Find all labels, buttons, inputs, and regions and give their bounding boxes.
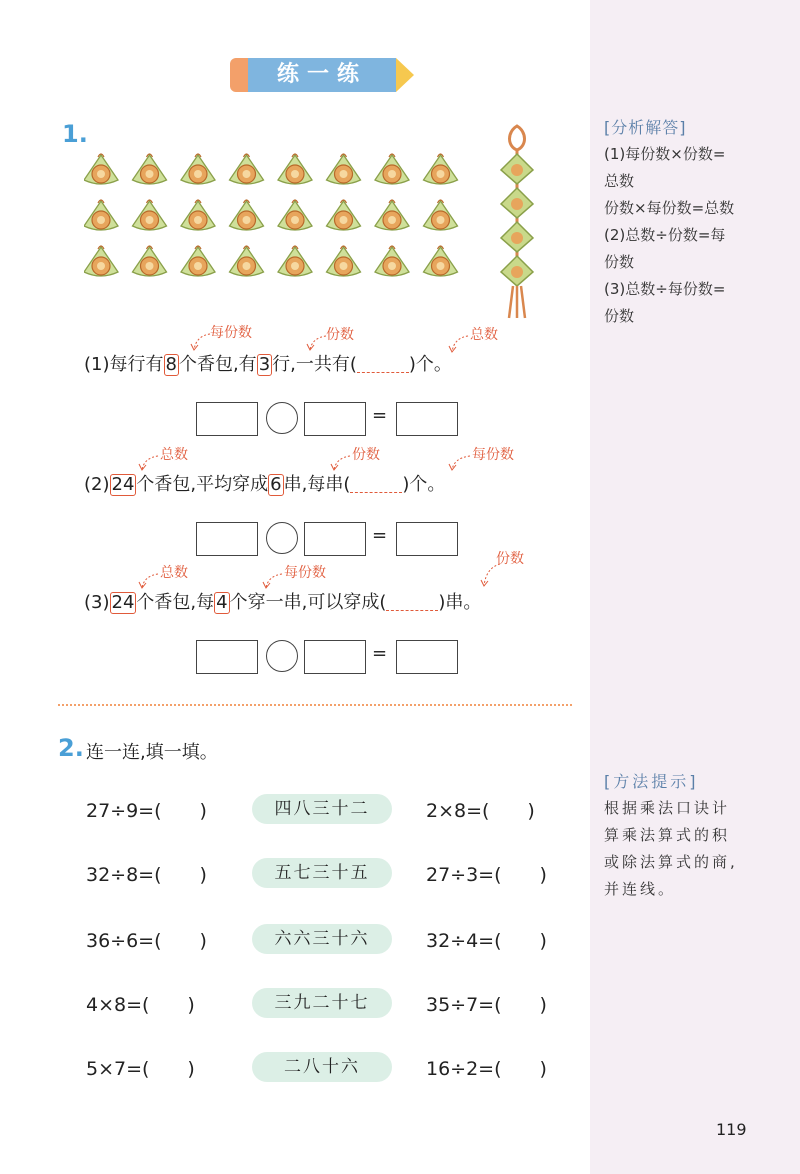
answer-blank[interactable] bbox=[350, 475, 402, 493]
highlight-number: 24 bbox=[111, 592, 135, 613]
sachet-icon bbox=[133, 200, 167, 230]
tag-total: 总数 bbox=[160, 447, 188, 463]
equation-row-2: = bbox=[196, 522, 462, 558]
sachet-icon bbox=[375, 200, 409, 230]
sachet-icon bbox=[424, 200, 458, 230]
equation-row-3: = bbox=[196, 640, 462, 676]
method-note: [方法提示] 根据乘法口诀计 算乘法算式的积 或除法算式的商, 并连线。 bbox=[604, 768, 774, 903]
sachet-icon bbox=[230, 154, 264, 184]
sachet-icon bbox=[181, 154, 215, 184]
tag-arrow-icon bbox=[138, 452, 162, 472]
tag-per-share: 每份数 bbox=[284, 565, 326, 581]
banner-arrow-icon bbox=[396, 58, 414, 92]
multiplication-verse[interactable]: 二八十六 bbox=[252, 1052, 392, 1082]
tag-arrow-icon bbox=[306, 332, 330, 352]
highlight-number: 6 bbox=[270, 474, 282, 495]
multiplication-verse[interactable]: 五七三十五 bbox=[252, 858, 392, 888]
section-banner bbox=[230, 58, 410, 92]
problem-3-text: (3) 24 个香包,每 4 个穿一串,可以穿成( )串。 bbox=[84, 592, 482, 613]
method-title: [方法提示] bbox=[604, 772, 699, 791]
question-1-number: 1. bbox=[62, 120, 88, 148]
analysis-note: [分析解答] (1)每份数×份数= 总数 份数×每份数=总数 (2)总数÷份数=每 份数 (3)总数÷每份数= 份数 bbox=[604, 114, 774, 330]
question-2-title: 连一连,填一填。 bbox=[86, 742, 218, 763]
operator-circle[interactable] bbox=[266, 522, 298, 554]
answer-box[interactable] bbox=[396, 640, 458, 674]
sachet-icon bbox=[181, 246, 215, 276]
sachet-icon bbox=[181, 200, 215, 230]
sachet-icon bbox=[230, 246, 264, 276]
answer-box[interactable] bbox=[304, 522, 366, 556]
sachet-icon bbox=[230, 200, 264, 230]
sachet-icon bbox=[84, 246, 118, 276]
multiplication-verse[interactable]: 四八三十二 bbox=[252, 794, 392, 824]
tag-shares: 份数 bbox=[326, 327, 354, 343]
answer-box[interactable] bbox=[396, 522, 458, 556]
tag-total: 总数 bbox=[470, 327, 498, 343]
sachet-icon bbox=[375, 246, 409, 276]
tag-per-share: 每份数 bbox=[472, 447, 514, 463]
sachet-grid-image bbox=[84, 152, 474, 284]
sachet-icon bbox=[424, 154, 458, 184]
tag-arrow-icon bbox=[480, 560, 504, 588]
sachet-icon bbox=[327, 200, 361, 230]
sachet-icon bbox=[84, 154, 118, 184]
left-expression: 32÷8=( ) bbox=[86, 864, 207, 886]
right-expression: 2×8=( ) bbox=[426, 800, 535, 822]
right-expression: 32÷4=( ) bbox=[426, 930, 547, 952]
sachet-icon bbox=[278, 200, 312, 230]
highlight-number: 24 bbox=[111, 474, 135, 495]
tag-total: 总数 bbox=[160, 565, 188, 581]
sachet-icon bbox=[133, 154, 167, 184]
highlight-number: 3 bbox=[258, 354, 271, 375]
answer-box[interactable] bbox=[304, 402, 366, 436]
multiplication-verse[interactable]: 六六三十六 bbox=[252, 924, 392, 954]
left-expression: 4×8=( ) bbox=[86, 994, 195, 1016]
right-expression: 35÷7=( ) bbox=[426, 994, 547, 1016]
tag-arrow-icon bbox=[330, 452, 354, 472]
tag-per-share: 每份数 bbox=[210, 325, 252, 341]
tag-shares: 份数 bbox=[352, 447, 380, 463]
tag-shares: 份数 bbox=[496, 551, 524, 567]
left-expression: 36÷6=( ) bbox=[86, 930, 207, 952]
answer-box[interactable] bbox=[196, 522, 258, 556]
section-divider bbox=[58, 704, 572, 706]
tag-arrow-icon bbox=[138, 570, 162, 590]
right-expression: 27÷3=( ) bbox=[426, 864, 547, 886]
multiplication-verse[interactable]: 三九二十七 bbox=[252, 988, 392, 1018]
banner-title: 练一练 bbox=[248, 58, 396, 92]
tag-arrow-icon bbox=[446, 452, 474, 472]
highlight-number: 4 bbox=[216, 592, 228, 613]
answer-box[interactable] bbox=[396, 402, 458, 436]
highlight-number: 8 bbox=[165, 354, 177, 375]
page-number: 119 bbox=[716, 1120, 747, 1139]
sachet-icon bbox=[84, 200, 118, 230]
problem-1-text: (1)每行有 8 个香包,有 3 行,一共有( )个。 bbox=[84, 354, 452, 375]
analysis-title: [分析解答] bbox=[604, 118, 687, 137]
operator-circle[interactable] bbox=[266, 402, 298, 434]
sachet-icon bbox=[327, 246, 361, 276]
tag-arrow-icon bbox=[190, 330, 214, 352]
operator-circle[interactable] bbox=[266, 640, 298, 672]
sachet-icon bbox=[375, 154, 409, 184]
sachet-icon bbox=[278, 246, 312, 276]
left-expression: 5×7=( ) bbox=[86, 1058, 195, 1080]
question-2-number: 2. bbox=[58, 734, 84, 762]
answer-blank[interactable] bbox=[357, 355, 409, 373]
equation-row-1: = bbox=[196, 402, 462, 438]
sachet-icon bbox=[424, 246, 458, 276]
left-expression: 27÷9=( ) bbox=[86, 800, 207, 822]
sachet-icon bbox=[278, 154, 312, 184]
tag-arrow-icon bbox=[262, 570, 286, 590]
answer-box[interactable] bbox=[196, 402, 258, 436]
right-expression: 16÷2=( ) bbox=[426, 1058, 547, 1080]
answer-box[interactable] bbox=[196, 640, 258, 674]
sachet-icon bbox=[133, 246, 167, 276]
answer-blank[interactable] bbox=[386, 593, 438, 611]
sachet-icon bbox=[327, 154, 361, 184]
answer-box[interactable] bbox=[304, 640, 366, 674]
problem-2-text: (2) 24 个香包,平均穿成 6 串,每串( )个。 bbox=[84, 474, 446, 495]
sachet-string-image bbox=[497, 124, 537, 320]
